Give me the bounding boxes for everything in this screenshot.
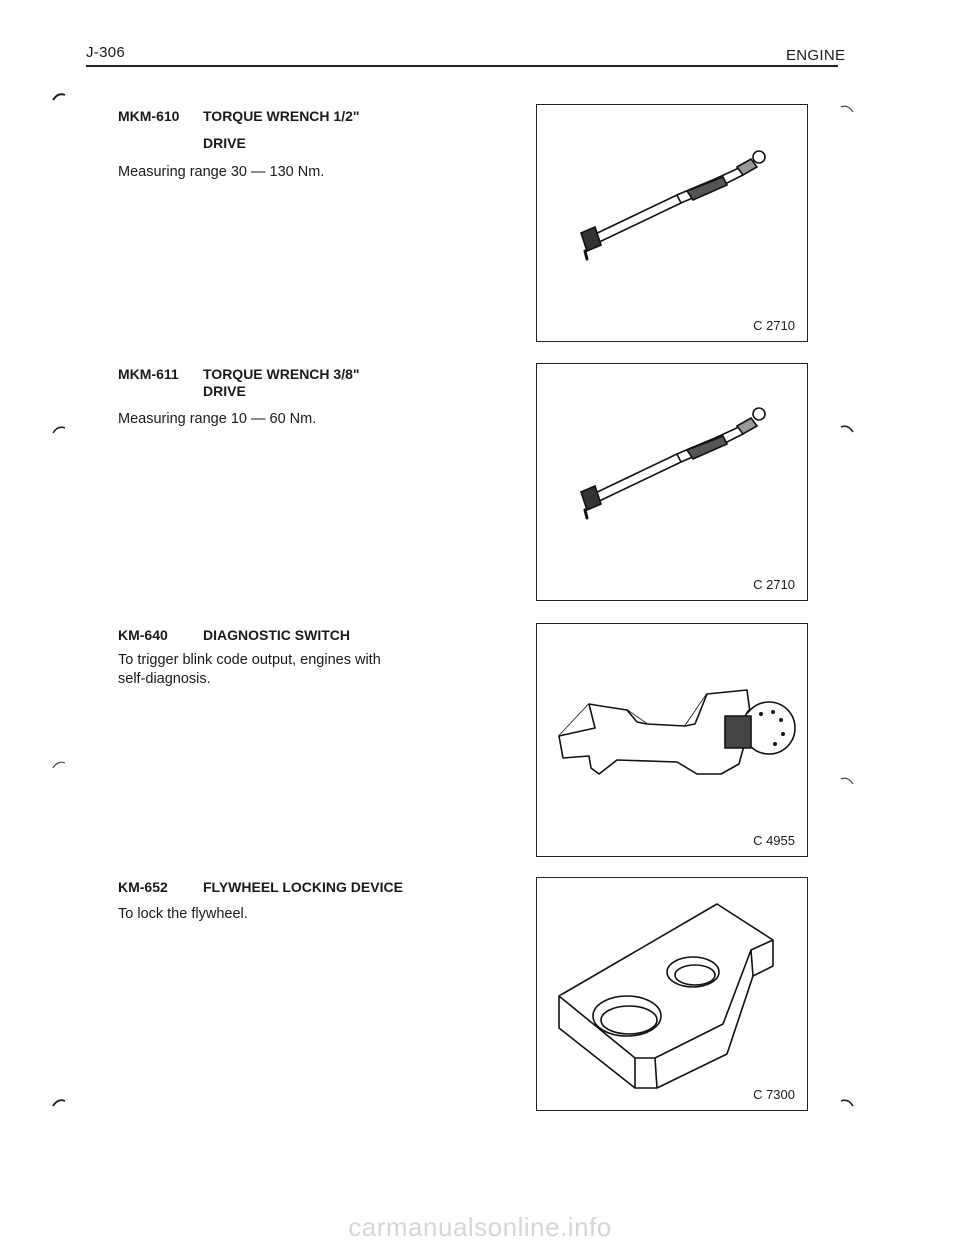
tool-title-line: TORQUE WRENCH 3/8" (203, 366, 360, 382)
tool-description: Measuring range 30 — 130 Nm. (118, 164, 325, 180)
section-title: ENGINE (786, 47, 846, 64)
tool-title: FLYWHEEL LOCKING DEVICE (203, 879, 403, 895)
tool-code: MKM-610 (118, 108, 180, 124)
page-number: J-306 (86, 44, 126, 61)
scan-margin-mark (840, 104, 854, 114)
scan-margin-mark (52, 1098, 66, 1108)
tool-code: KM-640 (118, 627, 168, 643)
tool-title-line: DRIVE (203, 383, 246, 399)
tool-title-line: DRIVE (203, 135, 246, 151)
tool-code: KM-652 (118, 879, 168, 895)
figure-number: C 2710 (753, 318, 795, 333)
tool-title (203, 364, 360, 402)
scan-margin-mark (840, 1098, 854, 1108)
header-rule (86, 65, 838, 67)
watermark: carmanualsonline.info (348, 1212, 612, 1242)
tool-figure (536, 363, 808, 601)
scan-margin-mark (52, 92, 66, 102)
scan-margin-mark (840, 776, 854, 786)
tool-figure (536, 877, 808, 1111)
figure-number: C 7300 (753, 1087, 795, 1102)
flywheel-locking-device-icon (537, 878, 809, 1112)
tool-description-line: To trigger blink code output, engines with (118, 652, 381, 668)
scan-margin-mark (52, 760, 66, 770)
tool-description (118, 651, 381, 689)
scan-margin-mark (840, 424, 854, 434)
figure-number: C 4955 (753, 833, 795, 848)
scan-margin-mark (52, 425, 66, 435)
tool-description: Measuring range 10 — 60 Nm. (118, 411, 317, 427)
torque-wrench-icon (537, 105, 809, 343)
tool-figure (536, 104, 808, 342)
tool-title: DIAGNOSTIC SWITCH (203, 627, 350, 643)
torque-wrench-icon (537, 364, 809, 602)
tool-code: MKM-611 (118, 366, 179, 382)
tool-description-line: self-diagnosis. (118, 671, 211, 687)
tool-description: To lock the flywheel. (118, 906, 248, 922)
tool-title (203, 106, 360, 154)
diagnostic-switch-icon (537, 624, 809, 858)
tool-title-line: TORQUE WRENCH 1/2" (203, 108, 360, 124)
tool-figure (536, 623, 808, 857)
figure-number: C 2710 (753, 577, 795, 592)
